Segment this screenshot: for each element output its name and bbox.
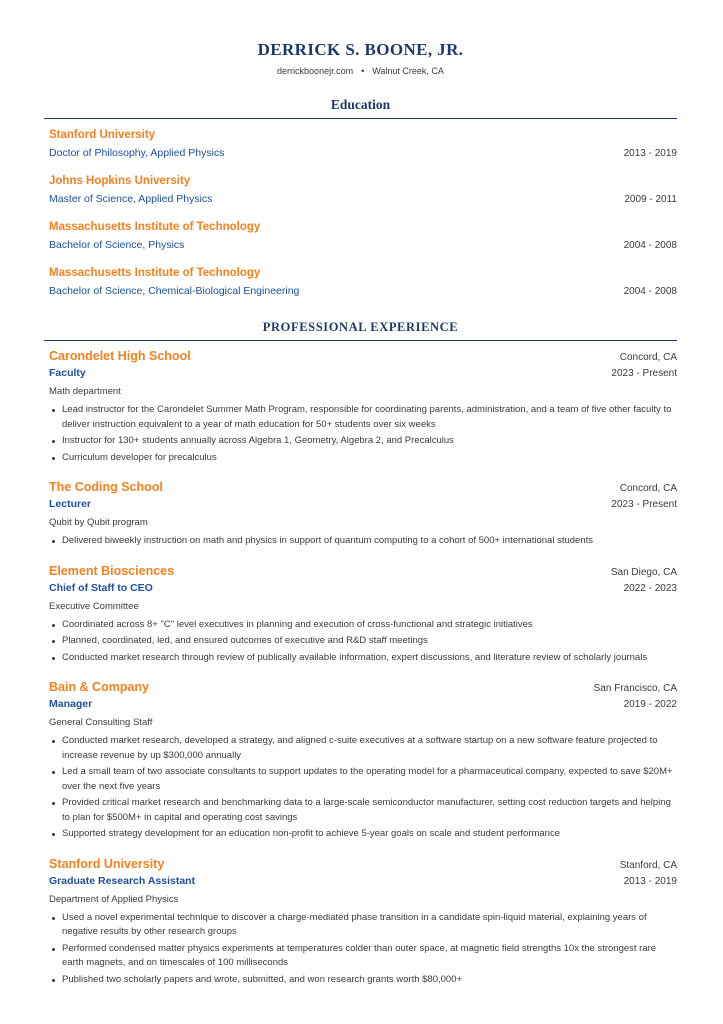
job-bullet: Performed condensed matter physics experiments at temperatures colder than outer space, at magnetic field strengths 10x the strongest rare earth magnets, and on timescales of 100 milliseconds	[49, 942, 677, 971]
education-degree-row	[49, 284, 677, 299]
job-company-row	[49, 563, 677, 579]
job-bullet: Delivered biweekly instruction on math and physics in support of quantum computing to a cohort of 500+ international students	[49, 534, 677, 549]
experience-entry	[49, 856, 677, 988]
job-title: Chief of Staff to CEO	[49, 581, 153, 594]
job-department: Executive Committee	[49, 600, 139, 612]
job-title: Faculty	[49, 367, 86, 379]
education-degree: Master of Science, Applied Physics	[49, 193, 213, 205]
education-list	[44, 128, 677, 299]
job-bullet: Curriculum developer for precalculus	[49, 451, 677, 466]
job-company-name: Stanford University	[49, 856, 165, 871]
education-degree-row	[49, 146, 677, 161]
job-title-row	[49, 497, 677, 511]
education-degree-row	[49, 192, 677, 207]
job-title-row	[49, 874, 677, 888]
experience-list	[44, 348, 677, 987]
job-bullet: Conducted market research, developed a strategy, and aligned c-suite executives at a software startup on a new software feature projected to increase revenue by up $300,000 annually	[49, 734, 677, 763]
job-company-row	[49, 348, 677, 364]
job-bullet-list	[49, 618, 677, 666]
job-company-name: Element Biosciences	[49, 563, 175, 578]
education-dates: 2004 - 2008	[623, 286, 677, 297]
job-bullet: Planned, coordinated, led, and ensured outcomes of executive and R&D staff meetings	[49, 634, 677, 649]
experience-entry	[49, 679, 677, 842]
job-dates: 2019 - 2022	[623, 699, 677, 710]
experience-entry	[49, 563, 677, 666]
job-bullet: Published two scholarly papers and wrote, submitted, and won research grants worth $80,000+	[49, 973, 677, 988]
job-company-name: Bain & Company	[49, 680, 150, 694]
job-dates: 2023 - Present	[611, 368, 677, 379]
job-location: Concord, CA	[619, 352, 677, 363]
education-entry	[49, 174, 677, 207]
job-dates: 2022 - 2023	[623, 582, 677, 594]
education-dates: 2013 - 2019	[623, 148, 677, 159]
job-title: Manager	[49, 698, 93, 710]
job-bullet-list	[49, 534, 677, 549]
experience-section-title: PROFESSIONAL EXPERIENCE	[262, 320, 459, 334]
contact-location: Walnut Creek, CA	[372, 66, 444, 76]
job-bullet-list	[49, 734, 677, 842]
job-bullet: Used a novel experimental technique to discover a charge-mediated phase transition in a candidate spin-liquid material, explaining years of negative results by other research groups	[49, 911, 677, 940]
job-department: General Consulting Staff	[49, 717, 153, 728]
contact-line	[44, 65, 677, 77]
job-bullet: Lead instructor for the Carondelet Summer Math Program, responsible for coordinating parents, administration, and a team of five other faculty to deliver instruction equivalent to a year of math education for 50+ students over six weeks	[49, 403, 677, 432]
education-school-name: Massachusetts Institute of Technology	[49, 221, 261, 233]
job-department: Qubit by Qubit program	[49, 517, 148, 528]
job-dates: 2023 - Present	[611, 499, 677, 510]
job-bullet: Conducted market research through review of publically available information, expert discussions, and literature review of scholarly journals	[49, 651, 677, 666]
job-title-row	[49, 581, 677, 595]
experience-entry	[49, 479, 677, 549]
education-school-name: Massachusetts Institute of Technology	[49, 267, 261, 279]
job-location: Concord, CA	[619, 483, 677, 494]
job-bullet: Coordinated across 8+ "C" level executives in planning and execution of cross-functional and strategic initiatives	[49, 618, 677, 633]
job-department: Math department	[49, 386, 121, 397]
job-bullet-list	[49, 911, 677, 988]
education-dates: 2004 - 2008	[623, 240, 677, 251]
job-title: Lecturer	[49, 498, 92, 510]
job-company-row	[49, 856, 677, 872]
job-company-row	[49, 479, 677, 495]
job-company-name: The Coding School	[49, 480, 163, 494]
education-dates: 2009 - 2011	[624, 194, 677, 205]
job-bullet: Provided critical market research and benchmarking data to a large-scale semiconductor manufacturer, setting cost reduction targets and helping to plan for $500M+ in capital and operating cost savings	[49, 796, 677, 825]
job-department: Department of Applied Physics	[49, 893, 179, 905]
education-entry	[49, 266, 677, 299]
education-entry	[49, 220, 677, 253]
job-company-row	[49, 679, 677, 695]
job-company-name: Carondelet High School	[49, 349, 191, 363]
job-bullet: Led a small team of two associate consultants to support updates to the operating model for a pharmaceutical company, expected to save $20M+ over the next five years	[49, 765, 677, 794]
person-name: DERRICK S. BOONE, JR.	[257, 40, 464, 59]
education-school-name: Johns Hopkins University	[49, 175, 191, 187]
education-entry	[49, 128, 677, 161]
website-link[interactable]: derrickboonejr.com	[277, 66, 354, 76]
job-dates: 2013 - 2019	[623, 875, 677, 887]
experience-section-divider	[44, 340, 677, 341]
education-degree-row	[49, 238, 677, 253]
education-section-title: Education	[330, 97, 391, 112]
job-title-row	[49, 697, 677, 711]
education-degree: Bachelor of Science, Chemical-Biological Engineering	[49, 285, 300, 297]
job-title-row	[49, 366, 677, 380]
education-degree: Doctor of Philosophy, Applied Physics	[49, 147, 225, 159]
job-location: San Diego, CA	[610, 566, 677, 578]
education-degree: Bachelor of Science, Physics	[49, 239, 185, 251]
job-location: San Francisco, CA	[593, 683, 677, 694]
contact-separator-dot: •	[361, 66, 365, 76]
job-bullet: Instructor for 130+ students annually across Algebra 1, Geometry, Algebra 2, and Precalculus	[49, 434, 677, 449]
job-bullet-list	[49, 403, 677, 465]
job-title: Graduate Research Assistant	[49, 874, 196, 887]
job-bullet: Supported strategy development for an education non-profit to achieve 5-year goals on scale and student performance	[49, 827, 677, 842]
education-school-name: Stanford University	[49, 129, 156, 141]
experience-entry	[49, 348, 677, 465]
job-location: Stanford, CA	[619, 859, 677, 871]
education-section-divider	[44, 118, 677, 119]
